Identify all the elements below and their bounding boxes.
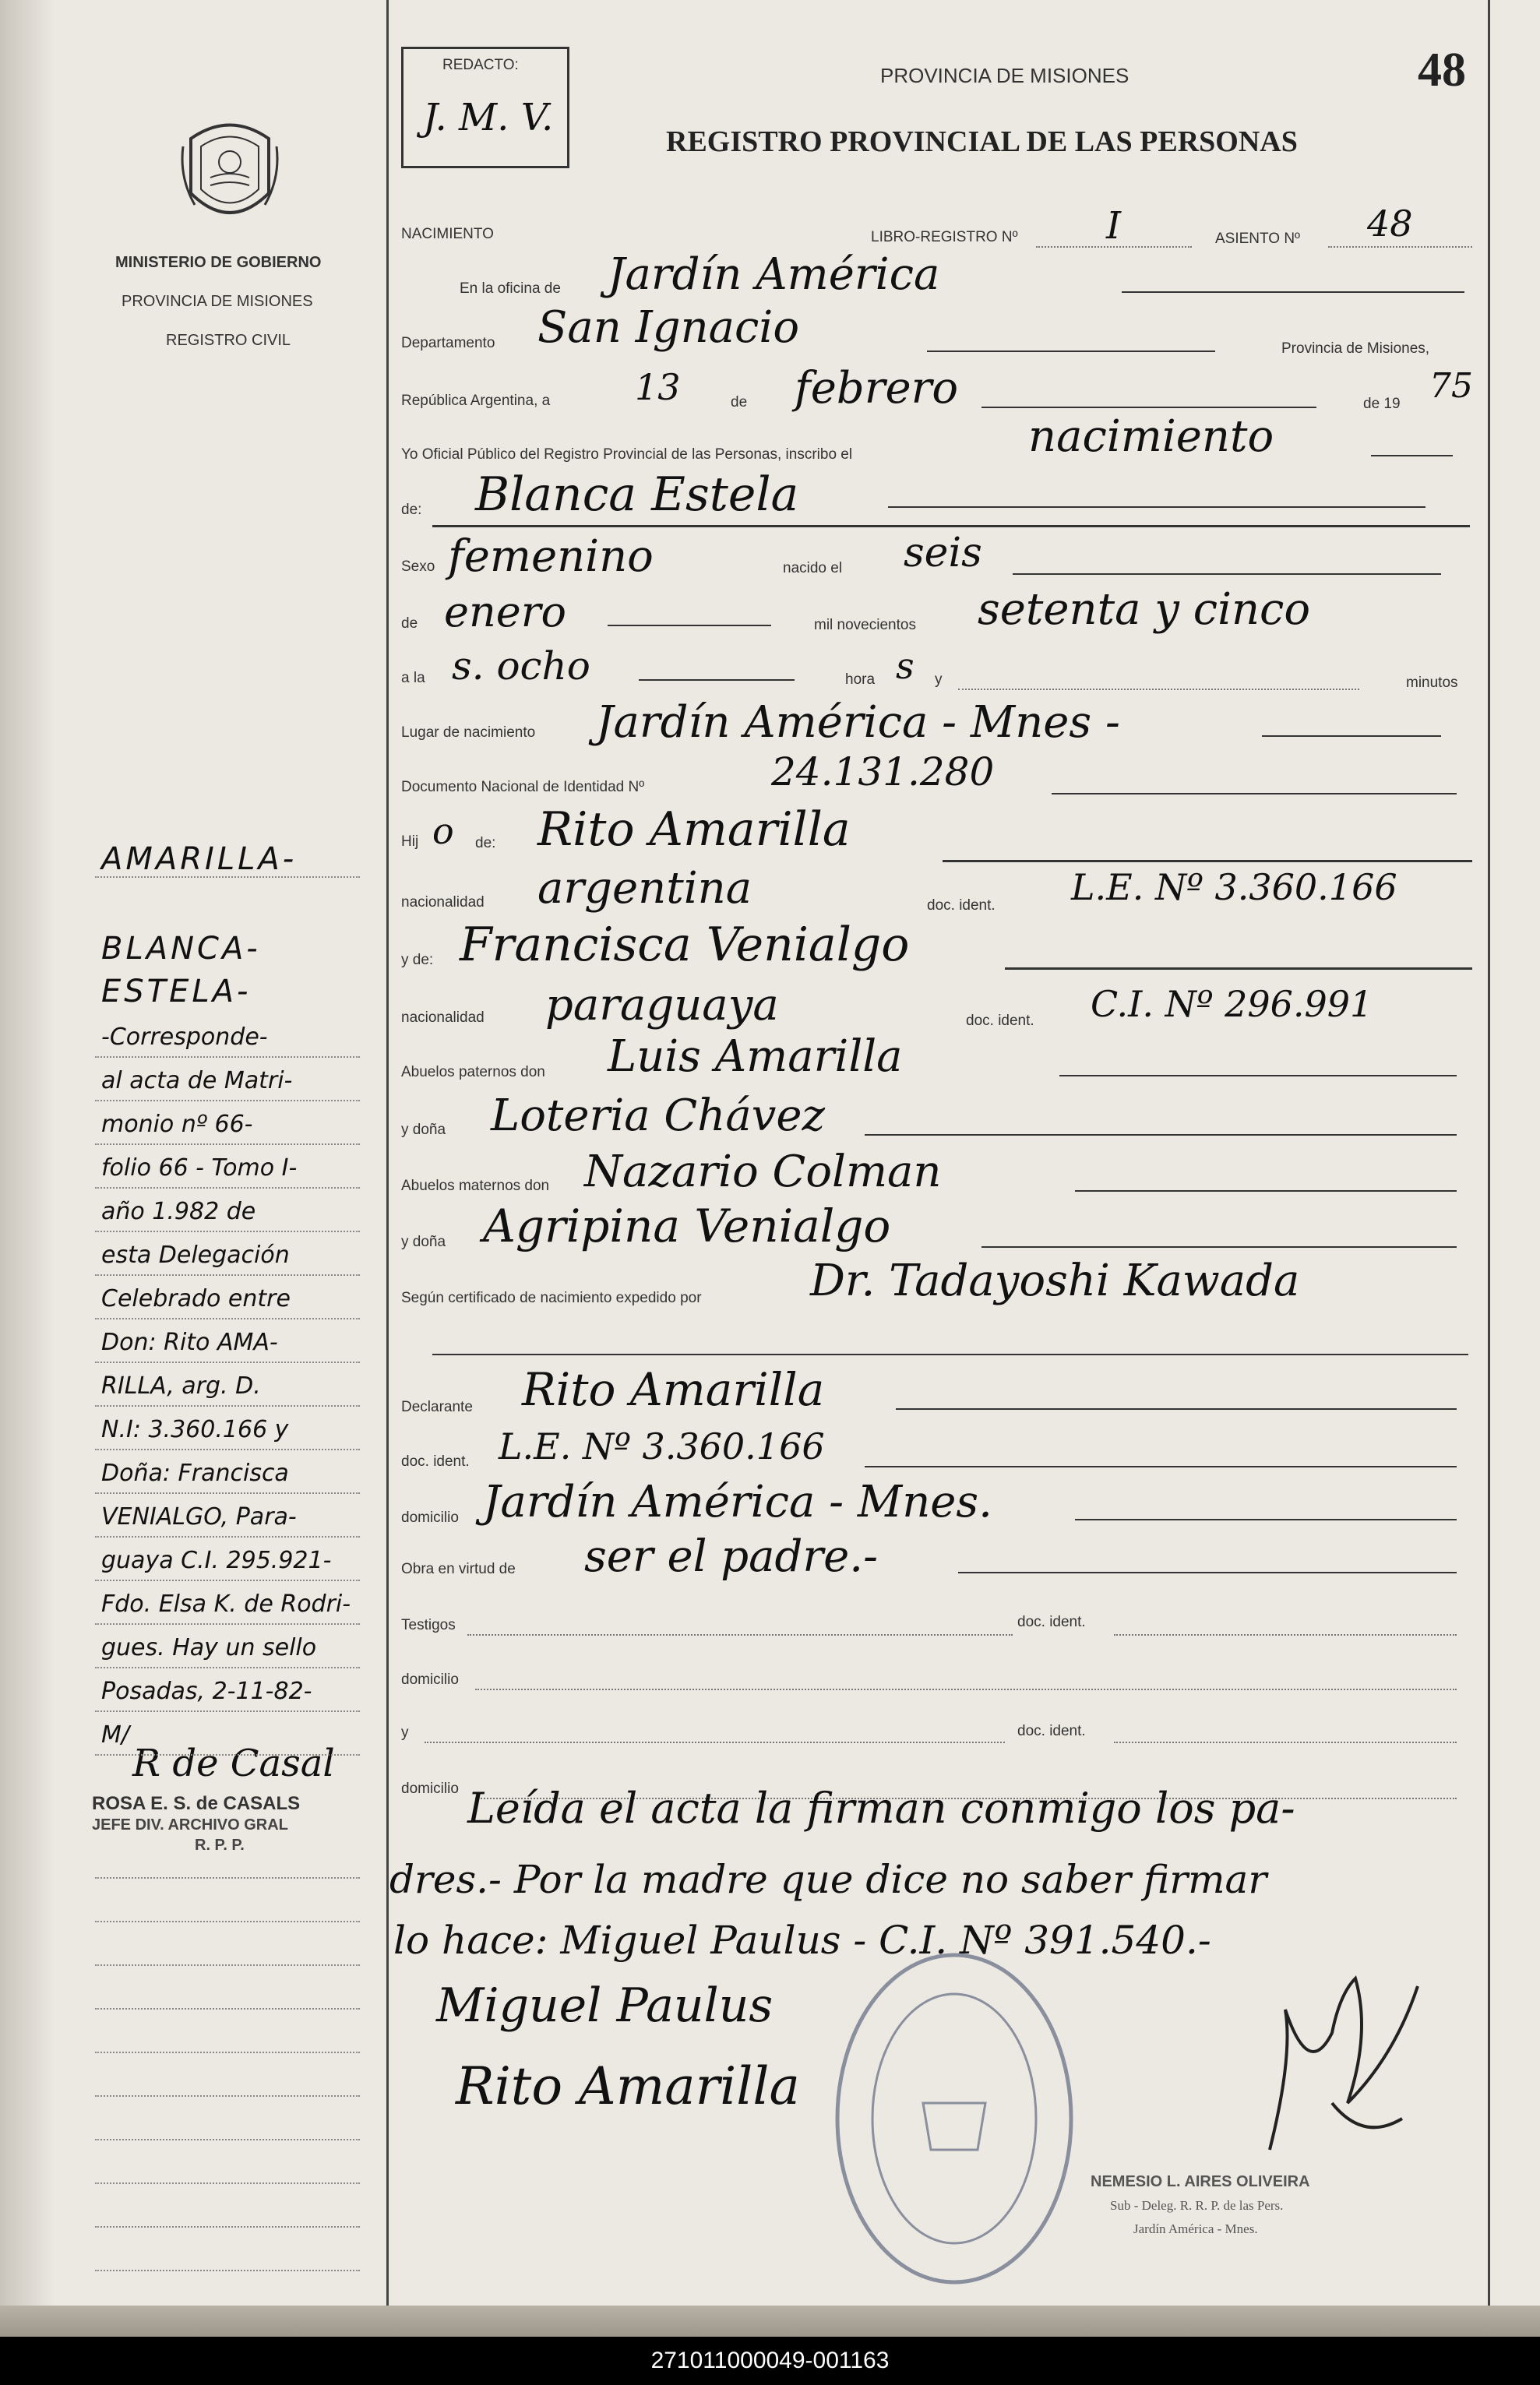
obra-value: ser el padre.-	[584, 1531, 879, 1582]
margin-rule	[95, 1187, 360, 1189]
abuela-pat: Loteria Chávez	[491, 1090, 825, 1141]
departamento-value: San Ignacio	[537, 302, 800, 353]
nombre-underline	[432, 525, 1470, 527]
margin-stamp-title: JEFE DIV. ARCHIVO GRAL	[92, 1816, 288, 1834]
margin-rule	[95, 1100, 360, 1101]
madre-value: Francisca Venialgo	[460, 918, 910, 972]
declarante-value: Rito Amarilla	[522, 1363, 825, 1416]
margin-rule	[95, 2095, 360, 2097]
oficina-line	[1122, 291, 1464, 293]
nombre-line	[888, 506, 1425, 508]
redacto-label: REDACTO:	[442, 57, 519, 73]
observation-line-1: Leída el acta la firman conmigo los pa-	[467, 1784, 1295, 1833]
right-column-border	[1488, 0, 1490, 2306]
hora-label: hora	[845, 671, 876, 688]
nacido-line	[1013, 573, 1441, 575]
padre-nacionalidad: argentina	[537, 863, 752, 914]
testigo-doc-line	[1114, 1634, 1457, 1636]
lugar-line	[1262, 735, 1441, 737]
oficial-text: Yo Oficial Público del Registro Provincial de las Personas, inscribo el	[401, 446, 853, 463]
margin-rule	[95, 2270, 360, 2271]
father-signature: Rito Amarilla	[456, 2056, 800, 2116]
margin-note-line: folio 66 - Tomo I-	[101, 1154, 298, 1182]
domicilio-value: Jardín América - Mnes.	[483, 1477, 992, 1527]
official-title: Sub - Deleg. R. R. P. de las Pers.	[1110, 2198, 1284, 2213]
declarante-line	[896, 1408, 1457, 1410]
margin-rule	[95, 1318, 360, 1319]
minutos-value: s	[896, 645, 914, 687]
redacto-box	[401, 47, 569, 168]
margin-note-line: RILLA, arg. D.	[101, 1372, 261, 1400]
hijo-de-label: de:	[475, 835, 496, 851]
inscribo-line	[1371, 455, 1453, 456]
margin-note-line: Celebrado entre	[101, 1285, 291, 1312]
margin-note-line: monio nº 66-	[101, 1111, 253, 1138]
hora-line	[639, 679, 795, 681]
hijo-suffix: o	[432, 810, 454, 852]
margin-rule	[95, 1964, 360, 1966]
observation-line-2: dres.- Por la madre que dice no saber firmar	[389, 1857, 1267, 1902]
certificado-value: Dr. Tadayoshi Kawada	[810, 1256, 1300, 1306]
declarante-doc-line	[865, 1466, 1457, 1467]
hora-value: s. ocho	[452, 643, 590, 689]
abuelo-pat-line	[1059, 1075, 1457, 1076]
domicilio-line	[1075, 1519, 1457, 1520]
madre-doc: C.I. Nº 296.991	[1091, 983, 1373, 1025]
lugar-value: Jardín América - Mnes -	[596, 697, 1120, 748]
minutos-label: minutos	[1406, 675, 1458, 691]
margin-note-line: Fdo. Elsa K. de Rodri-	[101, 1591, 351, 1618]
mes-value: febrero	[795, 363, 959, 414]
registry-title: REGISTRO PROVINCIAL DE LAS PERSONAS	[666, 125, 1298, 158]
y-label: y	[935, 671, 943, 688]
province-title: PROVINCIA DE MISIONES	[880, 64, 1129, 87]
padre-doc: L.E. Nº 3.360.166	[1071, 866, 1397, 908]
nacionalidad2-label: nacionalidad	[401, 1009, 485, 1026]
mes-nac-value: enero	[444, 587, 567, 636]
margin-rule	[95, 1231, 360, 1232]
dni-value: 24.131.280	[771, 749, 995, 794]
ministry-label: MINISTERIO DE GOBIERNO	[115, 254, 322, 271]
margin-note-line: -Corresponde-	[101, 1023, 268, 1051]
margin-note-line: año 1.982 de	[101, 1198, 256, 1225]
certificado-label: Según certificado de nacimiento expedido por	[401, 1290, 702, 1306]
margin-rule	[95, 1710, 360, 1712]
margin-rule	[95, 1362, 360, 1363]
province-label: PROVINCIA DE MISIONES	[122, 293, 313, 310]
margin-stamp-org: R. P. P.	[195, 1837, 245, 1854]
domicilio-label: domicilio	[401, 1510, 459, 1526]
official-name: NEMESIO L. AIRES OLIVEIRA	[1091, 2173, 1310, 2190]
oficina-value: Jardín América	[608, 249, 940, 300]
margin-note-line: esta Delegación	[101, 1242, 290, 1269]
margin-note-line: Doña: Francisca	[101, 1460, 289, 1487]
provincia-suffix: Provincia de Misiones,	[1281, 340, 1430, 357]
domicilio3-label: domicilio	[401, 1781, 459, 1797]
testigos-label: Testigos	[401, 1617, 456, 1633]
margin-rule	[95, 1877, 360, 1879]
redacto-value: J. M. V.	[423, 96, 554, 139]
nacionalidad-label: nacionalidad	[401, 894, 485, 911]
asiento-line	[1328, 246, 1472, 248]
mother-proxy-signature: Miguel Paulus	[436, 1978, 774, 2033]
y2-label: y	[401, 1724, 409, 1741]
official-place: Jardín América - Mnes.	[1133, 2221, 1258, 2236]
binding-shadow	[0, 0, 55, 2306]
obra-line	[958, 1572, 1457, 1573]
oficina-label: En la oficina de	[460, 280, 561, 297]
margin-rule	[95, 1143, 360, 1145]
departamento-label: Departamento	[401, 335, 495, 351]
padre-line	[943, 860, 1472, 862]
departamento-line	[927, 351, 1215, 352]
abuelos-pat-label: Abuelos paternos don	[401, 1064, 545, 1080]
mil-label: mil novecientos	[814, 617, 916, 633]
doc-ident2-label: doc. ident.	[966, 1013, 1034, 1029]
libro-label: LIBRO-REGISTRO Nº	[871, 229, 1018, 245]
dni-label: Documento Nacional de Identidad Nº	[401, 779, 645, 795]
margin-rule	[95, 1405, 360, 1407]
margin-rule	[95, 1492, 360, 1494]
inscribo-value: nacimiento	[1028, 411, 1274, 462]
abuela-mat: Agripina Venialgo	[483, 1200, 891, 1252]
anio-nac-value: setenta y cinco	[978, 584, 1311, 635]
asiento-label: ASIENTO Nº	[1215, 231, 1300, 247]
abuelo-pat: Luis Amarilla	[608, 1031, 903, 1082]
margin-stamp-name: ROSA E. S. de CASALS	[92, 1793, 301, 1814]
testigo2-doc-line	[1114, 1742, 1457, 1743]
margin-surname: AMARILLA-	[101, 841, 298, 877]
madre-nacionalidad: paraguaya	[545, 980, 779, 1030]
margin-note-line: Posadas, 2-11-82-	[101, 1678, 312, 1705]
padre-value: Rito Amarilla	[537, 802, 851, 857]
official-signature	[1239, 1963, 1433, 2165]
margin-rule	[95, 876, 360, 878]
declarante-doc: L.E. Nº 3.360.166	[499, 1425, 825, 1467]
sexo-label: Sexo	[401, 558, 435, 575]
margin-note-line: M/	[101, 1721, 129, 1749]
observation-line-3: lo hace: Miguel Paulus - C.I. Nº 391.540.-	[393, 1918, 1211, 1963]
abuelo-mat-line	[1075, 1190, 1457, 1192]
margin-rule	[95, 1056, 360, 1058]
margin-rule	[95, 2008, 360, 2010]
margin-rule	[95, 2182, 360, 2184]
margin-rule	[95, 1623, 360, 1625]
doc-ident-label: doc. ident.	[927, 897, 996, 914]
testigo-doc-label: doc. ident.	[1017, 1614, 1086, 1630]
civil-registry-label: REGISTRO CIVIL	[166, 332, 291, 349]
dia-value: 13	[635, 366, 681, 408]
testigo2-doc-label: doc. ident.	[1017, 1723, 1086, 1739]
libro-value: I	[1106, 204, 1121, 248]
margin-rule	[95, 1274, 360, 1276]
margin-rule	[95, 1754, 360, 1756]
declarante-doc-label: doc. ident.	[401, 1453, 470, 1470]
margin-rule	[95, 1921, 360, 1922]
testigos-line	[467, 1634, 1013, 1636]
yde-label: y de:	[401, 952, 434, 968]
ydona2-label: y doña	[401, 1234, 446, 1250]
domicilio2-line	[475, 1689, 1457, 1690]
margin-rule	[95, 2052, 360, 2053]
margin-note-line: al acta de Matri-	[101, 1067, 293, 1094]
margin-rule	[95, 2139, 360, 2140]
de-anio-label: de 19	[1363, 396, 1401, 412]
margin-rule	[95, 1449, 360, 1450]
margin-note-line: N.I: 3.360.166 y	[101, 1416, 289, 1443]
obra-label: Obra en virtud de	[401, 1561, 516, 1577]
nacido-label: nacido el	[783, 560, 843, 576]
scan-bottom-edge	[0, 2306, 1540, 2337]
left-column-border	[386, 0, 389, 2306]
mes-line	[981, 407, 1316, 408]
madre-line	[1005, 967, 1472, 970]
page-number: 48	[1418, 44, 1466, 97]
margin-rule	[95, 1536, 360, 1538]
margin-rule	[95, 1580, 360, 1581]
official-round-stamp	[830, 1947, 1079, 2290]
margin-given-1: BLANCA-	[101, 931, 261, 967]
abuela-mat-line	[981, 1246, 1457, 1248]
margin-note-line: VENIALGO, Para-	[101, 1503, 297, 1531]
declarante-label: Declarante	[401, 1399, 473, 1415]
domicilio2-label: domicilio	[401, 1672, 459, 1688]
de2-label: de	[401, 615, 418, 632]
certificado-line	[432, 1354, 1468, 1355]
margin-note-line: Don: Rito AMA-	[101, 1329, 278, 1356]
margin-note-line: gues. Hay un sello	[101, 1634, 317, 1661]
nacido-value: seis	[904, 530, 982, 576]
dni-line	[1052, 793, 1457, 794]
asiento-value: 48	[1367, 203, 1413, 245]
abuela-pat-line	[865, 1134, 1457, 1136]
margin-signature: R de Casal	[132, 1742, 335, 1785]
margin-note-line: guaya C.I. 295.921-	[101, 1547, 332, 1574]
abuelo-mat: Nazario Colman	[584, 1147, 942, 1197]
sexo-value: femenino	[448, 531, 654, 582]
ala-label: a la	[401, 670, 425, 686]
hijo-label: Hij	[401, 833, 419, 850]
document-id: 271011000049-001163	[0, 2337, 1540, 2385]
y2-line	[425, 1742, 1005, 1743]
nombre-value: Blanca Estela	[475, 467, 799, 522]
de-label: de	[731, 394, 748, 410]
abuelos-mat-label: Abuelos maternos don	[401, 1178, 550, 1194]
de-colon-label: de:	[401, 502, 422, 518]
margin-rule	[95, 1667, 360, 1668]
lugar-label: Lugar de nacimiento	[401, 724, 536, 741]
nacimiento-label: NACIMIENTO	[401, 226, 494, 242]
margin-rule	[95, 2226, 360, 2228]
mes-nac-line	[608, 625, 771, 626]
province-coat-of-arms	[179, 115, 280, 232]
margin-given-2: ESTELA-	[101, 974, 252, 1009]
republica-label: República Argentina, a	[401, 393, 551, 409]
minutos-line	[958, 689, 1359, 690]
anio-value: 75	[1429, 366, 1473, 406]
ydona-label: y doña	[401, 1122, 446, 1138]
